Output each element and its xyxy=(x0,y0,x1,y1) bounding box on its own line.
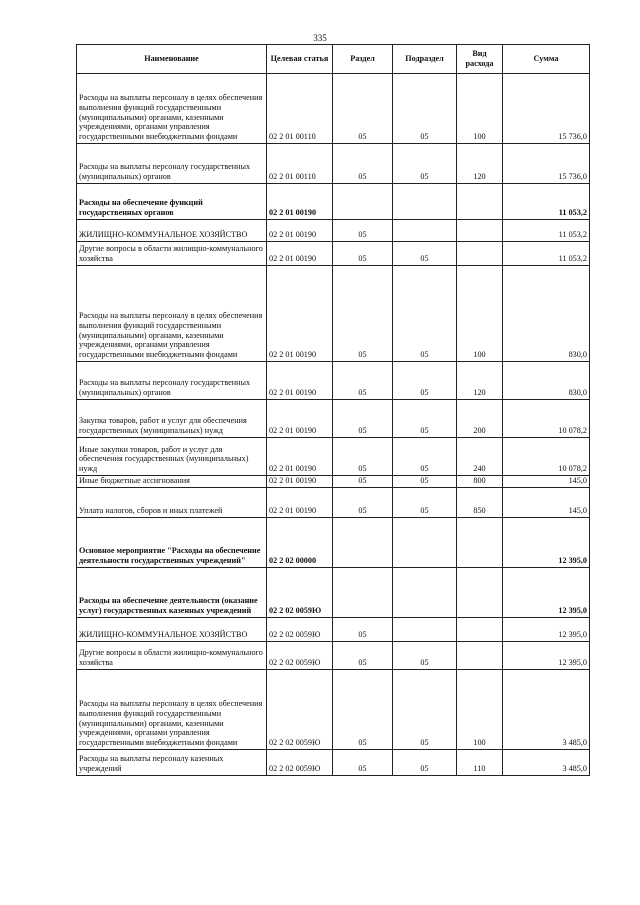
row-name: Другие вопросы в области жилищно-коммунального хозяйства xyxy=(77,642,267,670)
row-subsection: 05 xyxy=(393,242,457,266)
table-body xyxy=(77,74,590,776)
row-subsection xyxy=(393,568,457,618)
table-row xyxy=(77,476,590,488)
row-name: ЖИЛИЩНО-КОММУНАЛЬНОЕ ХОЗЯЙСТВО xyxy=(77,220,267,242)
row-section: 05 xyxy=(333,670,393,750)
row-amount: 10 078,2 xyxy=(503,400,590,438)
row-name: Основное мероприятие "Расходы на обеспечение деятельности государственных учреждений" xyxy=(77,518,267,568)
row-subsection: 05 xyxy=(393,642,457,670)
row-name: Расходы на выплаты персоналу в целях обеспечения выполнения функций государственными (муниципальными) органами, казенными учреждениями, органами управления государственными внебюджетными фондами xyxy=(77,670,267,750)
row-section xyxy=(333,518,393,568)
row-target-code: 02 2 01 00190 xyxy=(267,242,333,266)
row-expense-type: 100 xyxy=(457,74,503,144)
table-header-row xyxy=(77,45,590,74)
table-row xyxy=(77,362,590,400)
table-row xyxy=(77,750,590,776)
table-row xyxy=(77,670,590,750)
table-row xyxy=(77,74,590,144)
row-target-code: 02 2 01 00190 xyxy=(267,220,333,242)
row-amount: 3 485,0 xyxy=(503,670,590,750)
row-expense-type: 100 xyxy=(457,266,503,362)
row-expense-type xyxy=(457,220,503,242)
row-expense-type: 200 xyxy=(457,400,503,438)
row-name: Расходы на обеспечение функций государственных органов xyxy=(77,184,267,220)
row-expense-type: 120 xyxy=(457,362,503,400)
row-name: Расходы на выплаты персоналу государственных (муниципальных) органов xyxy=(77,362,267,400)
row-subsection: 05 xyxy=(393,362,457,400)
row-target-code: 02 2 01 00110 xyxy=(267,74,333,144)
row-target-code: 02 2 01 00190 xyxy=(267,400,333,438)
header-section: Раздел xyxy=(333,45,393,74)
table-row xyxy=(77,184,590,220)
row-name: Иные бюджетные ассигнования xyxy=(77,476,267,488)
row-target-code: 02 2 01 00190 xyxy=(267,362,333,400)
table-row xyxy=(77,242,590,266)
row-amount: 145,0 xyxy=(503,476,590,488)
row-amount: 3 485,0 xyxy=(503,750,590,776)
row-subsection: 05 xyxy=(393,476,457,488)
row-target-code: 02 2 01 00190 xyxy=(267,438,333,476)
row-expense-type xyxy=(457,568,503,618)
header-expense-type: Вид расхода xyxy=(457,45,503,74)
row-target-code: 02 2 02 00000 xyxy=(267,518,333,568)
table-row xyxy=(77,642,590,670)
row-section: 05 xyxy=(333,144,393,184)
row-section: 05 xyxy=(333,642,393,670)
row-amount: 12 395,0 xyxy=(503,642,590,670)
row-name: Иные закупки товаров, работ и услуг для обеспечения государственных (муниципальных) нужд xyxy=(77,438,267,476)
row-section: 05 xyxy=(333,220,393,242)
row-target-code: 02 2 01 00190 xyxy=(267,266,333,362)
row-target-code: 02 2 02 0059Ю xyxy=(267,750,333,776)
row-section: 05 xyxy=(333,488,393,518)
row-amount: 12 395,0 xyxy=(503,618,590,642)
table-row xyxy=(77,220,590,242)
row-target-code: 02 2 01 00190 xyxy=(267,184,333,220)
row-subsection: 05 xyxy=(393,144,457,184)
row-amount: 11 053,2 xyxy=(503,242,590,266)
table-row xyxy=(77,144,590,184)
row-name: Расходы на выплаты персоналу казенных учреждений xyxy=(77,750,267,776)
row-amount: 145,0 xyxy=(503,488,590,518)
row-name: Закупка товаров, работ и услуг для обеспечения государственных (муниципальных) нужд xyxy=(77,400,267,438)
row-subsection: 05 xyxy=(393,438,457,476)
row-section: 05 xyxy=(333,74,393,144)
row-expense-type: 850 xyxy=(457,488,503,518)
row-name: Уплата налогов, сборов и иных платежей xyxy=(77,488,267,518)
row-name: Расходы на выплаты персоналу государственных (муниципальных) органов xyxy=(77,144,267,184)
budget-table xyxy=(76,44,590,776)
row-subsection xyxy=(393,618,457,642)
row-section xyxy=(333,184,393,220)
row-amount: 10 078,2 xyxy=(503,438,590,476)
row-target-code: 02 2 02 0059Ю xyxy=(267,642,333,670)
row-target-code: 02 2 02 0059Ю xyxy=(267,568,333,618)
row-subsection: 05 xyxy=(393,400,457,438)
row-section: 05 xyxy=(333,362,393,400)
row-expense-type xyxy=(457,518,503,568)
row-section: 05 xyxy=(333,266,393,362)
page-number: 335 xyxy=(313,33,327,43)
row-name: ЖИЛИЩНО-КОММУНАЛЬНОЕ ХОЗЯЙСТВО xyxy=(77,618,267,642)
row-subsection: 05 xyxy=(393,670,457,750)
row-section xyxy=(333,568,393,618)
row-target-code: 02 2 01 00190 xyxy=(267,488,333,518)
row-subsection xyxy=(393,220,457,242)
header-amount: Сумма xyxy=(503,45,590,74)
table-row xyxy=(77,618,590,642)
table-row xyxy=(77,438,590,476)
row-expense-type: 240 xyxy=(457,438,503,476)
table-row xyxy=(77,488,590,518)
row-subsection: 05 xyxy=(393,750,457,776)
row-section: 05 xyxy=(333,400,393,438)
row-amount: 12 395,0 xyxy=(503,568,590,618)
row-expense-type: 110 xyxy=(457,750,503,776)
row-name: Расходы на обеспечение деятельности (оказание услуг) государственных казенных учреждений xyxy=(77,568,267,618)
row-amount: 830,0 xyxy=(503,362,590,400)
table-row xyxy=(77,400,590,438)
row-target-code: 02 2 01 00110 xyxy=(267,144,333,184)
row-subsection: 05 xyxy=(393,74,457,144)
row-section: 05 xyxy=(333,476,393,488)
row-amount: 11 053,2 xyxy=(503,184,590,220)
row-target-code: 02 2 02 0059Ю xyxy=(267,670,333,750)
row-subsection: 05 xyxy=(393,488,457,518)
row-amount: 12 395,0 xyxy=(503,518,590,568)
row-expense-type xyxy=(457,242,503,266)
table-row xyxy=(77,266,590,362)
row-subsection xyxy=(393,518,457,568)
row-section: 05 xyxy=(333,438,393,476)
row-amount: 830,0 xyxy=(503,266,590,362)
row-expense-type: 120 xyxy=(457,144,503,184)
table-row xyxy=(77,518,590,568)
table-row xyxy=(77,568,590,618)
header-subsection: Подраздел xyxy=(393,45,457,74)
row-subsection xyxy=(393,184,457,220)
row-expense-type xyxy=(457,642,503,670)
row-target-code: 02 2 01 00190 xyxy=(267,476,333,488)
header-name: Наименование xyxy=(77,45,267,74)
row-amount: 15 736,0 xyxy=(503,144,590,184)
row-name: Расходы на выплаты персоналу в целях обеспечения выполнения функций государственными (муниципальными) органами, казенными учреждениями, органами управления государственными внебюджетными фондами xyxy=(77,266,267,362)
row-name: Другие вопросы в области жилищно-коммунального хозяйства xyxy=(77,242,267,266)
row-section: 05 xyxy=(333,242,393,266)
row-section: 05 xyxy=(333,618,393,642)
row-target-code: 02 2 02 0059Ю xyxy=(267,618,333,642)
row-expense-type xyxy=(457,184,503,220)
header-target: Целевая статья xyxy=(267,45,333,74)
row-amount: 15 736,0 xyxy=(503,74,590,144)
row-section: 05 xyxy=(333,750,393,776)
row-expense-type: 800 xyxy=(457,476,503,488)
row-expense-type: 100 xyxy=(457,670,503,750)
row-subsection: 05 xyxy=(393,266,457,362)
row-amount: 11 053,2 xyxy=(503,220,590,242)
row-name: Расходы на выплаты персоналу в целях обеспечения выполнения функций государственными (муниципальными) органами, казенными учреждениями, органами управления государственными внебюджетными фондами xyxy=(77,74,267,144)
row-expense-type xyxy=(457,618,503,642)
